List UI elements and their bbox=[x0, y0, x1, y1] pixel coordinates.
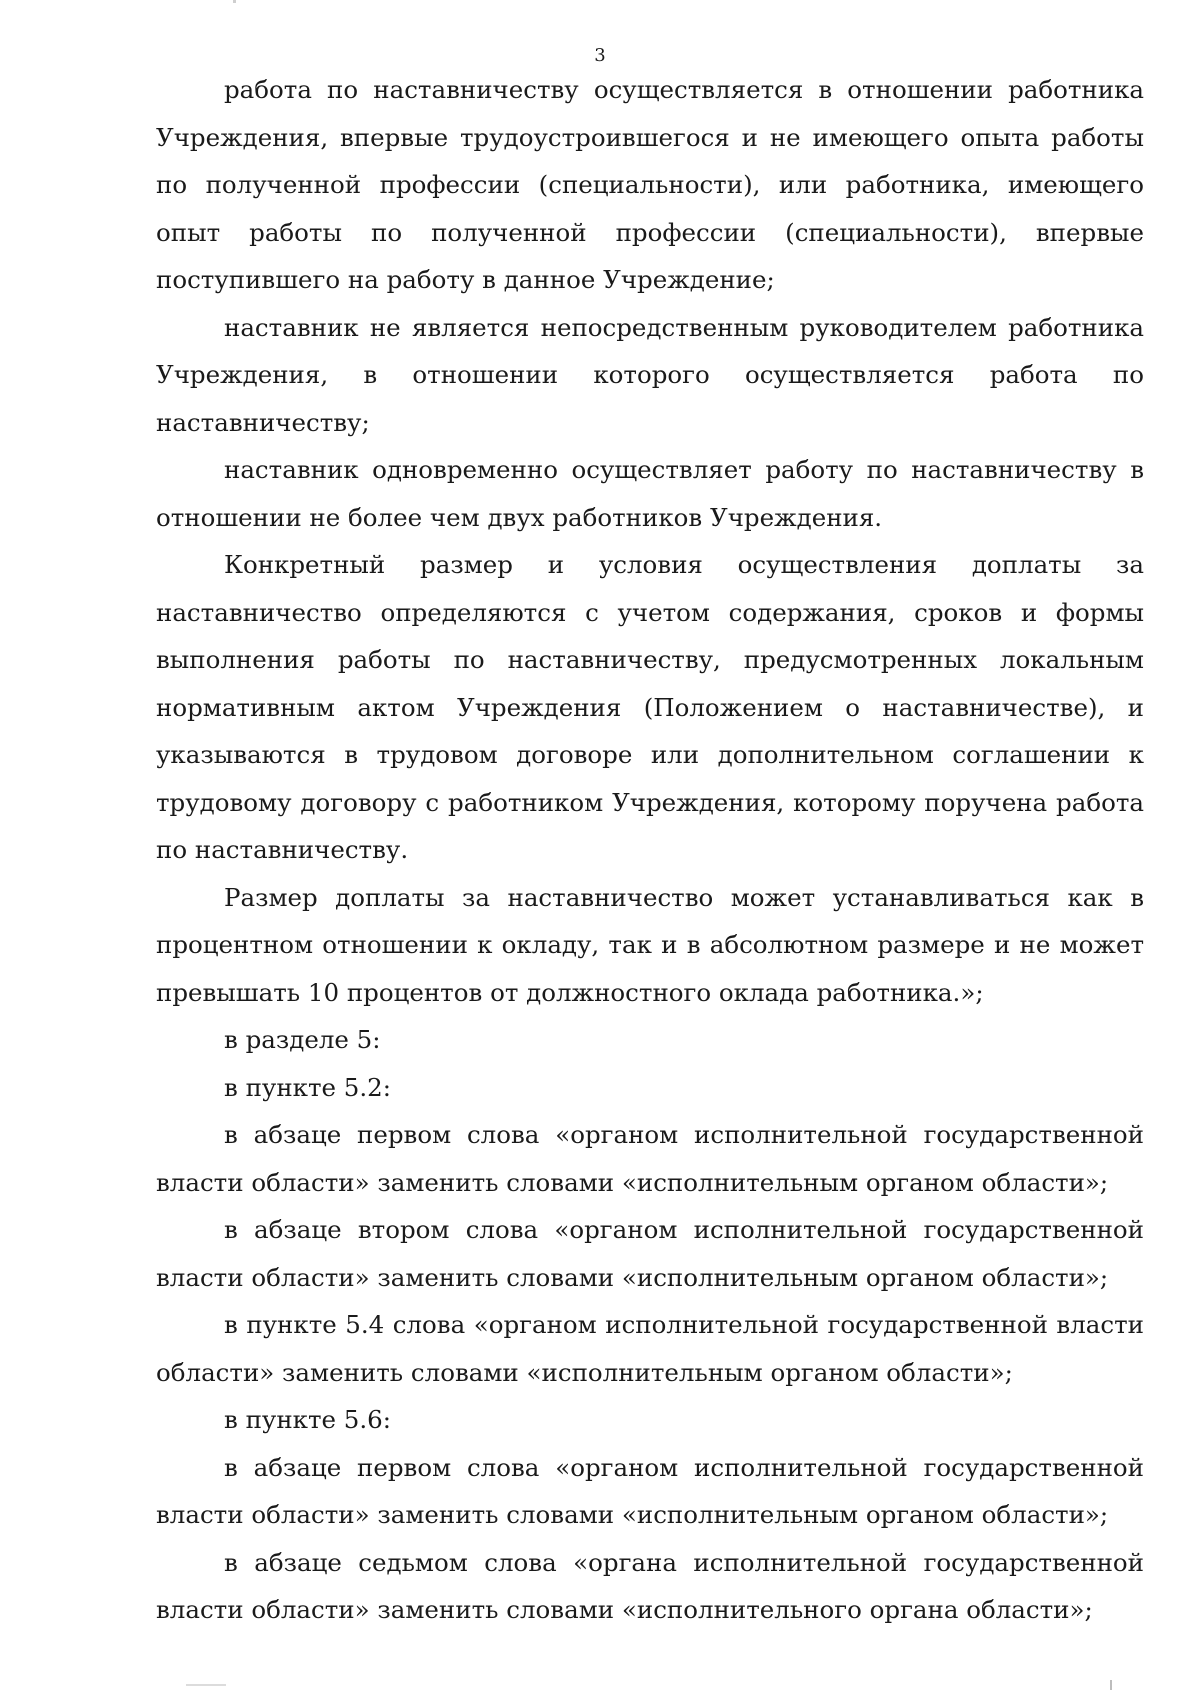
page-number: 3 bbox=[594, 45, 606, 66]
paragraph-mentor-not-supervisor: наставник не является непосредственным руководителем работника Учреждения, в отношении которого осуществляется работа по наставничеству; bbox=[156, 312, 1144, 437]
scan-artifact-top bbox=[233, 0, 236, 3]
paragraph-payment-size: Размер доплаты за наставничество может устанавливаться как в процентном отношении к окладу, так и в абсолютном размере и не может превышать 10 процентов от должностного оклада работника.»; bbox=[156, 882, 1144, 1007]
paragraph-payment-conditions: Конкретный размер и условия осуществления доплаты за наставничество определяются с учетом содержания, сроков и формы выполнения работы по наставничеству, предусмотренных локальным нормативным актом Учреждения (Положением о наставничестве), и указываются в трудовом договоре или дополнительном соглашении к трудовому договору с работником Учреждения, которому поручена работа по наставничеству. bbox=[156, 550, 1144, 864]
paragraph-item-5-2: в пункте 5.2: bbox=[224, 1072, 392, 1102]
paragraph-5-6-first: в абзаце первом слова «органом исполнительной государственной власти области» заменить словами «исполнительным органом области»; bbox=[156, 1452, 1144, 1529]
paragraph-5-6-seventh: в абзаце седьмом слова «органа исполнительной государственной власти области» заменить словами «исполнительного органа области»; bbox=[156, 1547, 1144, 1624]
paragraph-mentor-limit: наставник одновременно осуществляет работу по наставничеству в отношении не более чем двух работников Учреждения. bbox=[156, 455, 1144, 532]
document-body bbox=[156, 66, 1144, 1634]
paragraph-section-5: в разделе 5: bbox=[224, 1025, 381, 1054]
scan-artifact-bottom-left bbox=[186, 1684, 226, 1686]
scan-artifact-bottom-right bbox=[1110, 1680, 1112, 1690]
paragraph-item-5-4: в пункте 5.4 слова «органом исполнительной государственной власти области» заменить словами «исполнительным органом области»; bbox=[156, 1310, 1144, 1387]
paragraph-item-5-6: в пункте 5.6: bbox=[224, 1405, 392, 1434]
paragraph-mentoring-scope: работа по наставничеству осуществляется в отношении работника Учреждения, впервые трудоустроившегося и не имеющего опыта работы по полученной профессии (специальности), или работника, имеющего опыт работы по полученной профессии (специальности), впервые поступившего на работу в данное Учреждение; bbox=[156, 75, 1144, 294]
paragraph-5-2-first: в абзаце первом слова «органом исполнительной государственной власти области» заменить словами «исполнительным органом области»; bbox=[156, 1120, 1144, 1197]
paragraph-5-2-second: в абзаце втором слова «органом исполнительной государственной власти области» заменить словами «исполнительным органом области»; bbox=[156, 1215, 1144, 1292]
